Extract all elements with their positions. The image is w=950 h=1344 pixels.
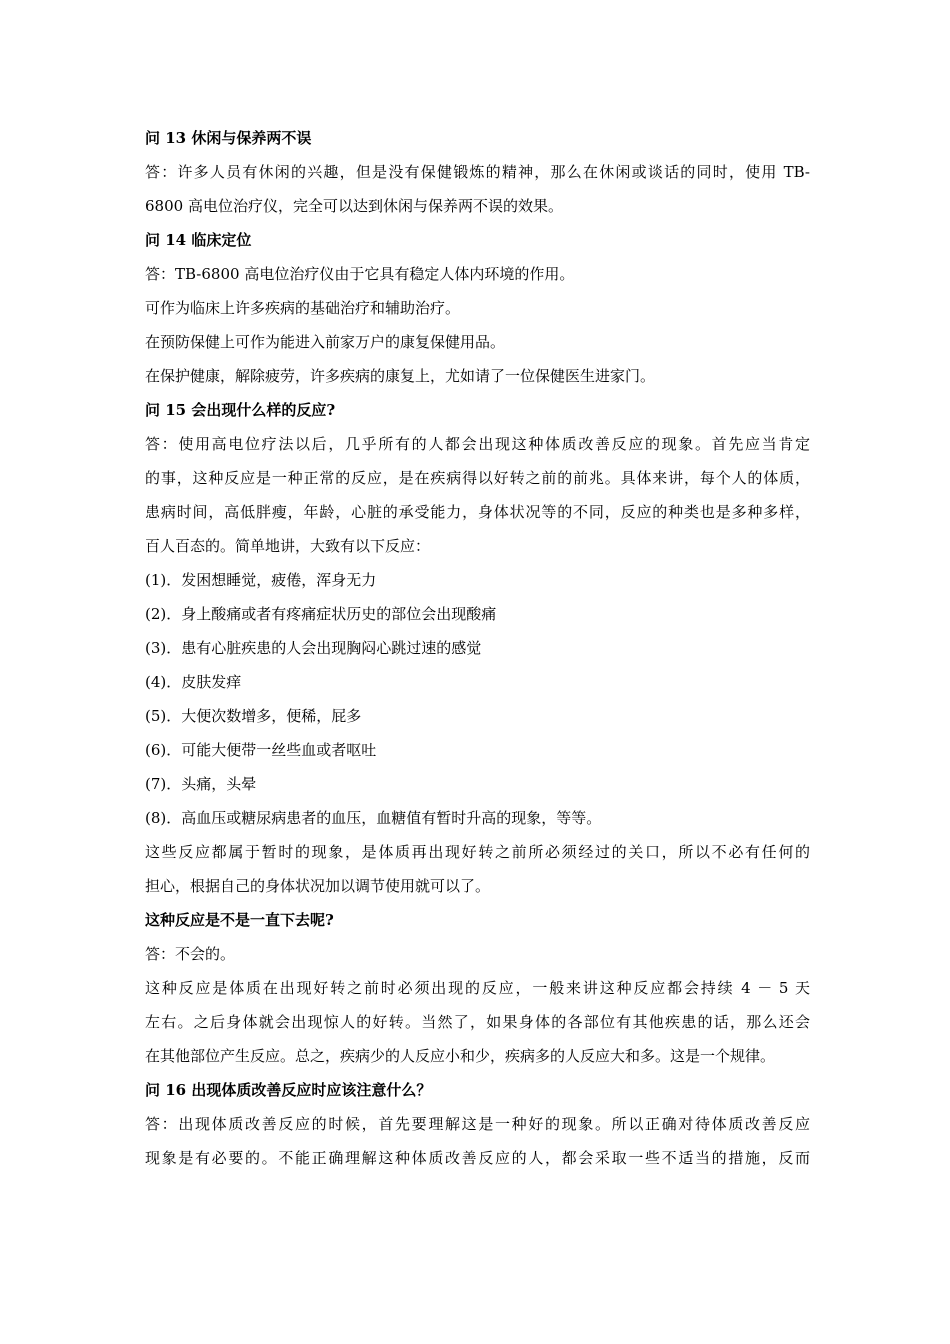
q13-answer-line-2: 6800 高电位治疗仪，完全可以达到休闲与保养两不误的效果。 bbox=[145, 197, 563, 215]
q14-line-1: 答：TB-6800 高电位治疗仪由于它具有稳定人体内环境的作用。 bbox=[145, 265, 575, 283]
reaction-item-3: (3)．患有心脏疾患的人会出现胸闷心跳过速的感觉 bbox=[145, 639, 482, 657]
q13-heading: 问 13 休闲与保养两不误 bbox=[145, 129, 312, 147]
sub-line-1: 这种反应是体质在出现好转之前时必须出现的反应，一般来讲这种反应都会持续 4 － 5 天 bbox=[145, 979, 810, 997]
q15-conclusion-line-1: 这些反应都属于暂时的现象，是体质再出现好转之前所必须经过的关口，所以不必有任何的 bbox=[145, 843, 810, 861]
q15-intro-line-4: 百人百态的。简单地讲，大致有以下反应： bbox=[145, 537, 431, 555]
reaction-item-5: (5)．大便次数增多，便稀，屁多 bbox=[145, 707, 362, 725]
q15-intro-line-1: 答：使用高电位疗法以后，几乎所有的人都会出现这种体质改善反应的现象。首先应当肯定 bbox=[145, 435, 810, 453]
q15-intro-line-3: 患病时间，高低胖瘦，年龄，心脏的承受能力，身体状况等的不同，反应的种类也是多种多样， bbox=[145, 503, 810, 521]
reaction-item-2: (2)．身上酸痛或者有疼痛症状历史的部位会出现酸痛 bbox=[145, 605, 497, 623]
sub-line-3: 在其他部位产生反应。总之，疾病少的人反应小和少，疾病多的人反应大和多。这是一个规律。 bbox=[145, 1047, 776, 1065]
q14-line-3: 在预防保健上可作为能进入前家万户的康复保健用品。 bbox=[145, 333, 506, 351]
q14-line-4: 在保护健康，解除疲劳，许多疾病的康复上，尤如请了一位保健医生进家门。 bbox=[145, 367, 656, 385]
reaction-item-1: (1)．发困想睡觉，疲倦，浑身无力 bbox=[145, 571, 377, 589]
q15-conclusion-line-2: 担心，根据自己的身体状况加以调节使用就可以了。 bbox=[145, 877, 491, 895]
reaction-item-8: (8)．高血压或糖尿病患者的血压，血糖值有暂时升高的现象，等等。 bbox=[145, 809, 602, 827]
q15-heading: 问 15 会出现什么样的反应? bbox=[145, 401, 336, 419]
q14-line-2: 可作为临床上许多疾病的基础治疗和辅助治疗。 bbox=[145, 299, 461, 317]
q13-answer-line-1: 答：许多人员有休闲的兴趣，但是没有保健锻炼的精神，那么在休闲或谈话的同时，使用 TB- bbox=[145, 163, 810, 181]
q16-line-1: 答：出现体质改善反应的时候，首先要理解这是一种好的现象。所以正确对待体质改善反应 bbox=[145, 1115, 810, 1133]
q15-intro-line-2: 的事，这种反应是一种正常的反应，是在疾病得以好转之前的前兆。具体来讲，每个人的体质， bbox=[145, 469, 810, 487]
q16-line-2: 现象是有必要的。不能正确理解这种体质改善反应的人，都会采取一些不适当的措施，反而 bbox=[145, 1149, 810, 1167]
sub-heading: 这种反应是不是一直下去呢? bbox=[145, 911, 334, 929]
reaction-item-6: (6)．可能大便带一丝些血或者呕吐 bbox=[145, 741, 377, 759]
q14-heading: 问 14 临床定位 bbox=[145, 231, 252, 249]
sub-answer: 答：不会的。 bbox=[145, 945, 236, 963]
q16-heading: 问 16 出现体质改善反应时应该注意什么？ bbox=[145, 1081, 432, 1099]
reaction-item-4: (4)．皮肤发痒 bbox=[145, 673, 242, 691]
sub-line-2: 左右。之后身体就会出现惊人的好转。当然了，如果身体的各部位有其他疾患的话，那么还会 bbox=[145, 1013, 810, 1031]
reaction-item-7: (7)．头痛，头晕 bbox=[145, 775, 257, 793]
